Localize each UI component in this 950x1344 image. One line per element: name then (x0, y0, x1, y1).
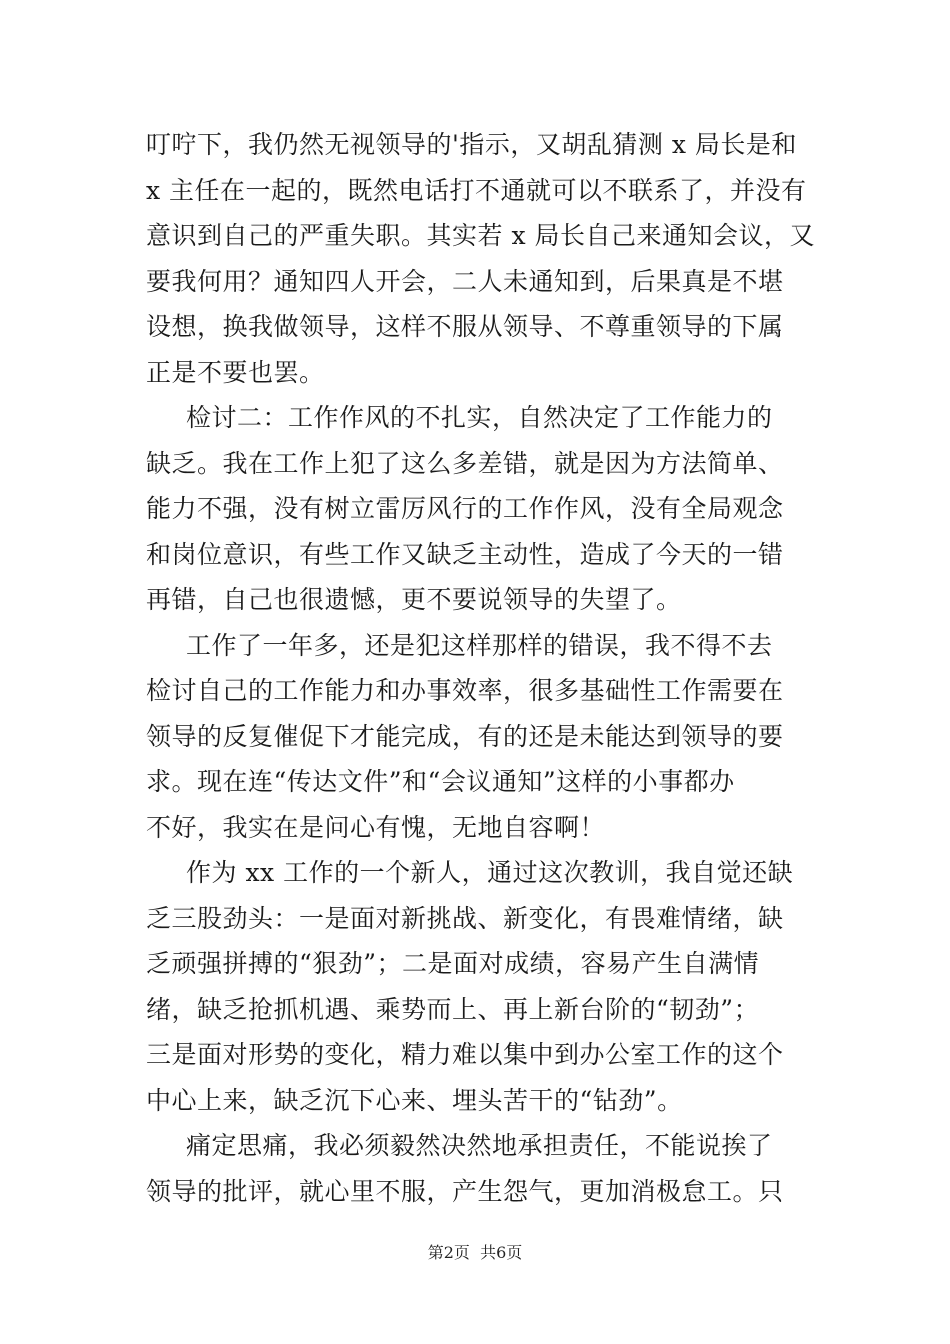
text-line: 领导的反复催促下才能完成，有的还是未能达到领导的要 (146, 721, 784, 751)
paragraph-start-line: 工作了一年多，还是犯这样那样的错误，我不得不去 (186, 630, 773, 660)
text-line: 绪，缺乏抢抓机遇、乘势而上、再上新台阶的“韧劲”； (146, 994, 760, 1024)
text-line: 乏顽强拼搏的“狠劲”；二是面对成绩，容易产生自满情 (146, 949, 760, 978)
text-line: 不好，我实在是问心有愧，无地自容啊！ (146, 812, 606, 842)
text-line: 三是面对形势的变化，精力难以集中到办公室工作的这个 (146, 1040, 784, 1069)
document-body (146, 122, 815, 1214)
text-line: 再错，自己也很遗憾，更不要说领导的失望了。 (146, 585, 682, 614)
paragraph-start-line: 检讨二：工作作风的不扎实，自然决定了工作能力的 (186, 403, 773, 432)
text-line: 领导的批评，就心里不服，产生怨气，更加消极怠工。只 (146, 1176, 784, 1206)
paragraph-start-line: 痛定思痛，我必须毅然决然地承担责任，不能说挨了 (186, 1131, 773, 1160)
text-line: 叮咛下，我仍然无视领导的'指示，又胡乱猜测 x 局长是和 (146, 130, 797, 159)
text-line: x 主任在一起的，既然电话打不通就可以不联系了，并没有 (146, 175, 807, 205)
text-line: 要我何用？通知四人开会，二人未通知到，后果真是不堪 (146, 266, 784, 296)
text-line: 缺乏。我在工作上犯了这么多差错，就是因为方法简单、 (146, 448, 784, 478)
text-line: 设想，换我做领导，这样不服从领导、不尊重领导的下属 (146, 312, 784, 341)
text-line: 意识到自己的严重失职。其实若 x 局长自己来通知会议，又 (146, 221, 815, 250)
text-line: 求。现在连“传达文件”和“会议通知”这样的小事都办 (146, 767, 735, 796)
text-line: 乏三股劲头：一是面对新挑战、新变化，有畏难情绪，缺 (146, 903, 784, 933)
text-line: 检讨自己的工作能力和办事效率，很多基础性工作需要在 (146, 676, 784, 705)
page-number-footer: 第2页 共6页 (427, 1243, 523, 1262)
text-line: 和岗位意识，有些工作又缺乏主动性，造成了今天的一错 (146, 539, 784, 569)
text-line: 正是不要也罢。 (146, 357, 325, 387)
paragraph-start-line: 作为 xx 工作的一个新人，通过这次教训，我自觉还缺 (186, 858, 794, 887)
text-line: 能力不强，没有树立雷厉风行的工作作风，没有全局观念 (146, 494, 784, 523)
text-line: 中心上来，缺乏沉下心来、埋头苦干的“钻劲”。 (146, 1085, 683, 1115)
